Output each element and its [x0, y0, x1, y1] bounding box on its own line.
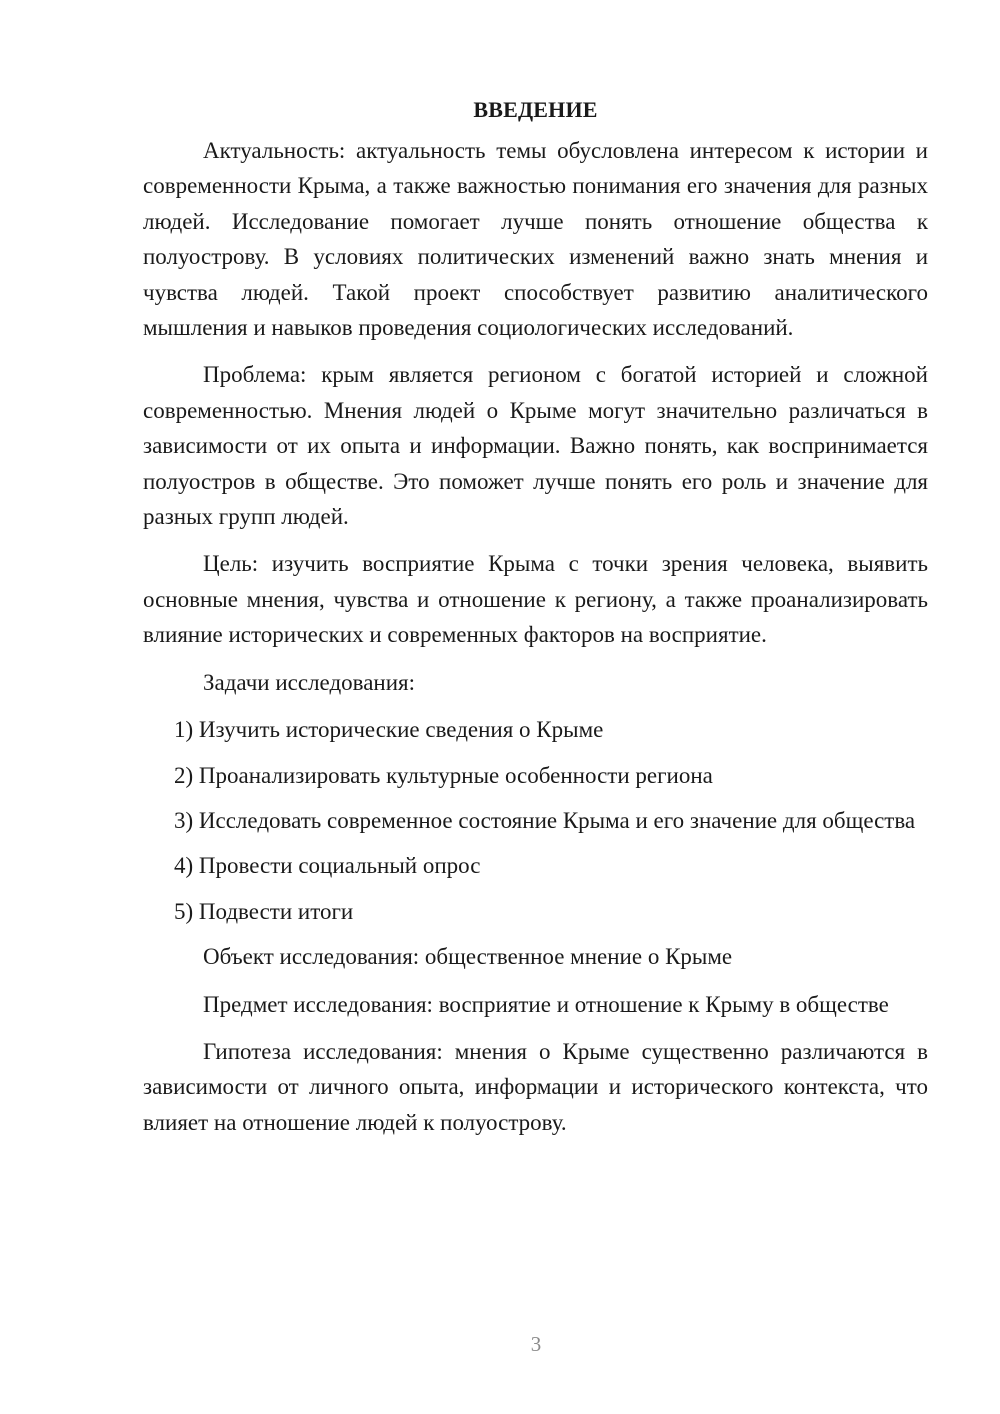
task-item: 1) Изучить исторические сведения о Крыме [174, 717, 604, 743]
problem-paragraph: Проблема: крым является регионом с богатой историей и сложной современностью. Мнения людей о Крыме могут значительно различаться в зависимости от их опыта и информации. Важно понять, как воспринимается полуостров в обществе. Это поможет лучше понять его роль и значение для разных групп людей. [143, 362, 928, 530]
page-content [143, 92, 928, 1152]
page-number: 3 [530, 1332, 542, 1356]
relevance-paragraph: Актуальность: актуальность темы обусловлена интересом к истории и современности Крыма, а также важностью понимания его значения для разных людей. Исследование помогает лучше понять отношение общества к полуострову. В условиях политических изменений важно знать мнения и чувства людей. Такой проект способствует развитию аналитического мышления и навыков проведения социологических исследований. [143, 138, 928, 341]
hypothesis-paragraph: Гипотеза исследования: мнения о Крыме существенно различаются в зависимости от личного опыта, информации и исторического контекста, что влияет на отношение людей к полуострову. [143, 1038, 928, 1135]
object-paragraph: Объект исследования: общественное мнение о Крыме [203, 944, 733, 970]
section-heading: ВВЕДЕНИЕ [473, 97, 598, 122]
tasks-title: Задачи исследования: [203, 669, 416, 695]
task-item: 5) Подвести итоги [174, 898, 354, 924]
task-item: 2) Проанализировать культурные особенности региона [174, 762, 713, 788]
task-item: 3) Исследовать современное состояние Крыма и его значение для общества [174, 807, 916, 833]
subject-paragraph: Предмет исследования: восприятие и отношение к Крыму в обществе [203, 991, 889, 1017]
goal-paragraph: Цель: изучить восприятие Крыма с точки зрения человека, выявить основные мнения, чувства и отношение к региону, а также проанализировать влияние исторических и современных факторов на восприятие. [143, 551, 928, 648]
task-item: 4) Провести социальный опрос [174, 853, 481, 879]
